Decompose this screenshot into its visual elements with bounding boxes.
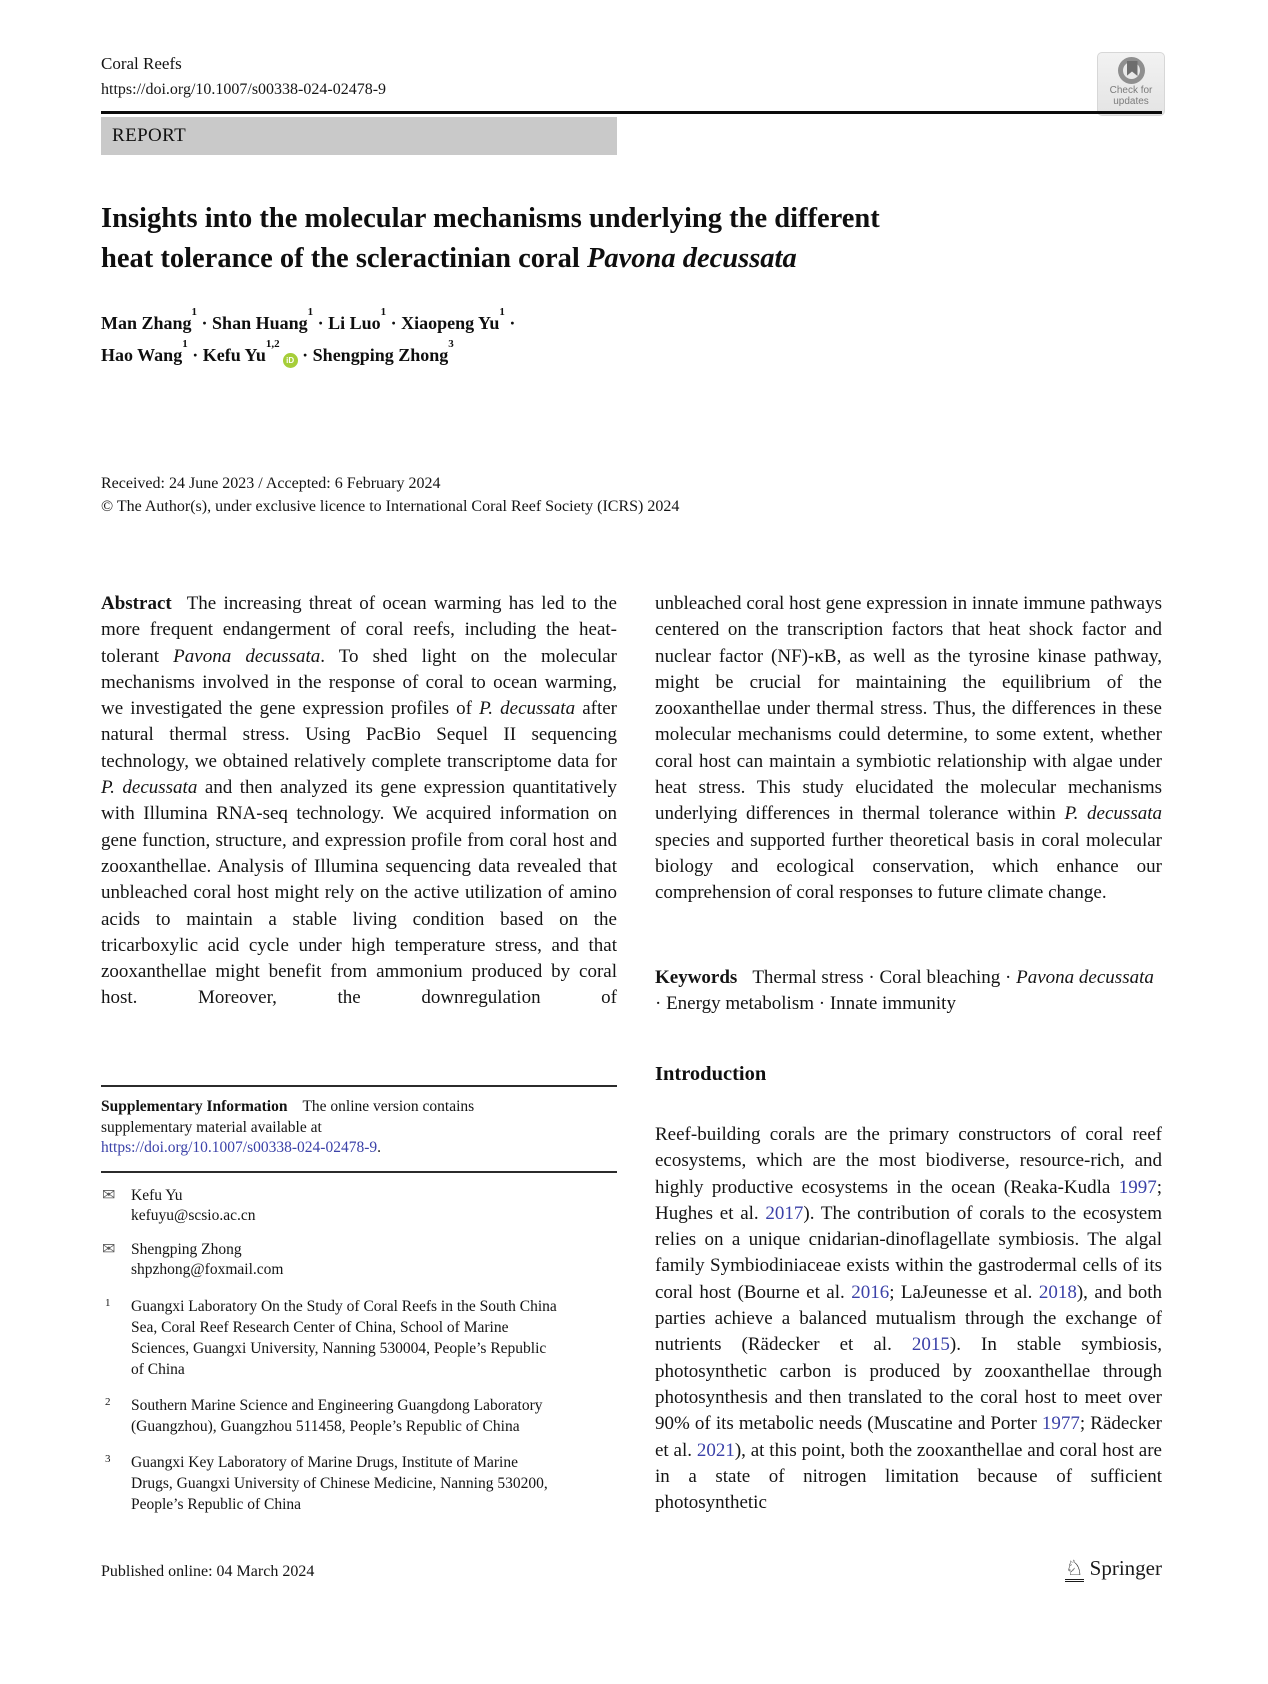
affiliation: 2 Southern Marine Science and Engineering Guangdong Laboratory (Guangzhou), Guangzhou 511458, People’s Republic of China bbox=[105, 1395, 543, 1435]
copyright-line: © The Author(s), under exclusive licence to International Coral Reef Society (ICRS) 2024 bbox=[101, 497, 680, 515]
affiliation: 3 Guangxi Key Laboratory of Marine Drugs, Institute of Marine Drugs, Guangxi University of Chinese Medicine, Nanning 530200, People’s Republic of China bbox=[105, 1452, 548, 1513]
published-online: Published online: 04 March 2024 bbox=[101, 1563, 315, 1580]
author: Shengping Zhong bbox=[312, 345, 449, 365]
springer-knight-icon: ♘ bbox=[1064, 1556, 1084, 1580]
supplementary-doi-link[interactable]: https://doi.org/10.1007/s00338-024-02478-9 bbox=[101, 1139, 378, 1156]
envelope-icon: ✉ bbox=[102, 1186, 116, 1204]
author-line-2: Hao Wang$^1$ · Kefu Yu$^{1,2}$iD · Shengping Zhong$^3$ bbox=[101, 337, 515, 369]
publisher-logo bbox=[655, 1556, 1162, 1582]
author-line-1: Man Zhang$^1$ · Shan Huang$^1$ · Li Luo$^1$ · Xiaopeng $Yu^1$ · bbox=[101, 306, 516, 333]
section-heading-introduction: Introduction bbox=[655, 1063, 767, 1085]
author: Man Zhang bbox=[101, 313, 192, 333]
footnote-rule-top bbox=[101, 1085, 617, 1087]
corresponding-author bbox=[101, 1240, 617, 1281]
citation-link[interactable]: 2021 bbox=[696, 1439, 735, 1461]
citation-link[interactable]: 1997 bbox=[1118, 1176, 1157, 1198]
citation-link[interactable]: 2016 bbox=[851, 1281, 890, 1303]
check-for-updates-label: Check for updates bbox=[1109, 85, 1153, 107]
journal-name: Coral Reefs bbox=[101, 54, 182, 73]
citation-link[interactable]: 2015 bbox=[911, 1334, 950, 1356]
received-accepted: Received: 24 June 2023 / Accepted: 6 February 2024 bbox=[101, 475, 441, 492]
contact-email: kefuyu@scsio.ac.cn bbox=[131, 1207, 256, 1224]
author: Hao Wang bbox=[101, 345, 183, 365]
author-list bbox=[101, 305, 515, 369]
footnote-rule-bottom bbox=[101, 1171, 617, 1173]
article-type-banner bbox=[101, 117, 617, 155]
supplementary-heading: Supplementary Information bbox=[101, 1098, 288, 1115]
article-type-label: REPORT bbox=[112, 125, 187, 146]
publisher-name: Springer bbox=[1089, 1556, 1162, 1580]
bookmark-icon bbox=[1127, 61, 1138, 76]
affiliation-text: Southern Marine Science and Engineering Guangdong Laboratory (Guangzhou), Guangzhou 511458, People’s Republic of China bbox=[131, 1396, 543, 1435]
author: Xiaopeng Yu bbox=[401, 313, 500, 333]
journal-doi: https://doi.org/10.1007/s00338-024-02478-9 bbox=[101, 81, 387, 98]
contact-email: shpzhong@foxmail.com bbox=[131, 1261, 284, 1278]
envelope-icon: ✉ bbox=[102, 1240, 116, 1258]
keywords-block: Keywords Thermal stress · Coral bleaching · Pavona decussata · Energy metabolism · Innate immunity bbox=[655, 967, 1154, 1015]
corresponding-author bbox=[101, 1186, 617, 1227]
introduction-paragraph: Reef-building corals are the primary constructors of coral reef ecosystems, which are the most biodiverse, resource-rich, and highly productive ecosystems in the ocean (Reaka-Kudla 1997; Hughes et al. 2017). The contribution of corals to the ecosystem relies on a unique cnidarian-dinoflagellate symbiosis. The algal family Symbiodiniaceae exists within the gastrodermal cells of its coral host (Bourne et al. 2016; LaJeunesse et al. 2018), and both parties achieve a balanced mutualism through the exchange of nutrients (Rädecker et al. 2015). In stable symbiosis, photosynthetic carbon is produced by zooxanthellae through photosynthesis and then translated to the coral host to meet over 90% of its metabolic needs (Muscatine and Porter 1977; Rädecker et al. 2021), at this point, both the zooxanthellae and coral host are in a state of nitrogen limitation because of sufficient photosynthetic bbox=[655, 1124, 1162, 1514]
abstract-paragraph-left: Abstract The increasing threat of ocean warming has led to the more frequent endangerment of coral reefs, including the heat-tolerant Pavona decussata. To shed light on the molecular mechanisms involved in the response of coral to ocean warming, we investigated the gene expression profiles of P. decussata after natural thermal stress. Using PacBio Sequel II sequencing technology, we obtained relatively complete transcriptome data for P. decussata and then analyzed its gene expression quantitatively with Illumina RNA-seq technology. We acquired information on gene function, structure, and expression profile from coral host and zooxanthellae. Analysis of Illumina sequencing data revealed that unbleached coral host might rely on the active utilization of amino acids to maintain a stable living condition based on the tricarboxylic acid cycle under high temperature stress, and that zooxanthellae might benefit from ammonium produced by coral host. Moreover, the downregulation of bbox=[101, 593, 618, 1009]
dates-block bbox=[101, 473, 679, 518]
orcid-icon[interactable]: iD bbox=[283, 353, 298, 368]
header-rule bbox=[101, 111, 1162, 114]
author: Shan Huang bbox=[212, 313, 308, 333]
affiliation-text: Guangxi Key Laboratory of Marine Drugs, Institute of Marine Drugs, Guangxi University of Chinese Medicine, Nanning 530200, People’s Republic of China bbox=[131, 1453, 548, 1513]
citation-link[interactable]: 2017 bbox=[765, 1202, 804, 1224]
contact-name: Kefu Yu bbox=[131, 1186, 183, 1204]
citation-link[interactable]: 1977 bbox=[1041, 1413, 1080, 1435]
species-name-italic: Pavona decussata bbox=[586, 242, 797, 274]
page-title: Insights into the molecular mechanisms underlying the different heat tolerance of the scleractinian coral Pavona decussata bbox=[101, 203, 880, 274]
check-for-updates-icon bbox=[1118, 57, 1145, 84]
author: Kefu Yu bbox=[202, 345, 266, 365]
abstract-paragraph-right: unbleached coral host gene expression in innate immune pathways centered on the transcription factors that heat shock factor and nuclear factor (NF)-κB, as well as the tyrosine kinase pathway, might be crucial for maintaining the equilibrium of the zooxanthellae under thermal stress. Thus, the differences in these molecular mechanisms could determine, to some extent, whether coral host can maintain a symbiotic relationship with algae under heat stress. This study elucidated the molecular mechanisms underlying differences in thermal tolerance within P. decussata species and supported further theoretical basis in coral molecular biology and ecological conservation, which enhance our comprehension of coral responses to future climate change. bbox=[655, 593, 1162, 904]
footnote-block bbox=[101, 1085, 617, 1515]
author: Li Luo bbox=[328, 313, 381, 333]
keywords-heading: Keywords bbox=[655, 967, 738, 988]
check-for-updates-badge[interactable] bbox=[1097, 52, 1165, 116]
affiliation-text: Guangxi Laboratory On the Study of Coral Reefs in the South China Sea, Coral Reef Research Center of China, School of Marine Sciences, Guangxi University, Nanning 530004, People’s Republic of China bbox=[131, 1297, 557, 1378]
contact-name: Shengping Zhong bbox=[131, 1240, 242, 1258]
abstract-heading: Abstract bbox=[101, 593, 172, 614]
supplementary-information: Supplementary Information The online version contains supplementary material available at https://doi.org/10.1007/s00338-024-02478-9. bbox=[101, 1098, 475, 1156]
affiliation: 1 Guangxi Laboratory On the Study of Coral Reefs in the South China Sea, Coral Reef Research Center of China, School of Marine Sciences, Guangxi University, Nanning 530004, People’s Republic of China bbox=[105, 1296, 557, 1378]
citation-link[interactable]: 2018 bbox=[1038, 1281, 1077, 1303]
